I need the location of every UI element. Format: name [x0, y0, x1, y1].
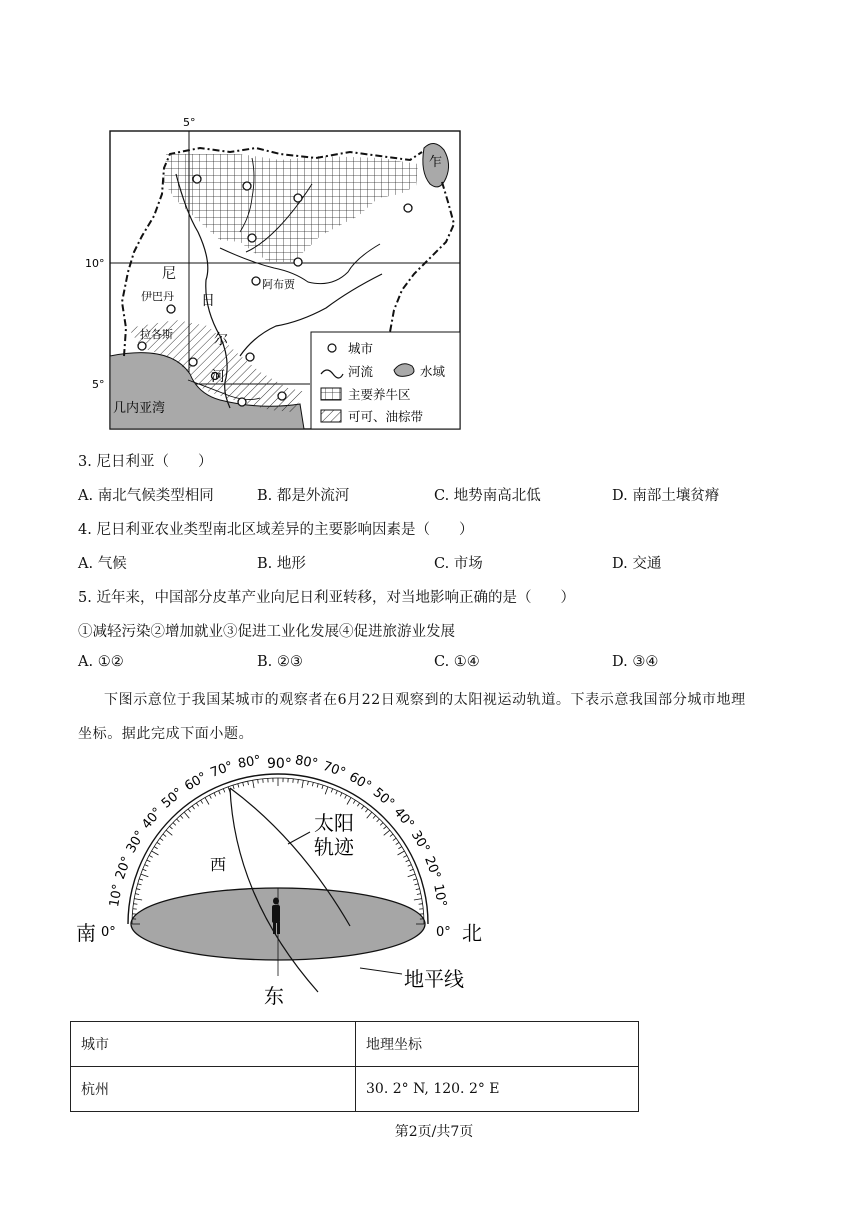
- protractor-tick: [419, 904, 423, 905]
- protractor-tick: [173, 823, 176, 826]
- q5-option-d[interactable]: D. ③④: [612, 654, 659, 670]
- q5-option-c[interactable]: C. ①④: [434, 654, 480, 670]
- nigeria-map: [80, 112, 470, 434]
- tick-label-90: 90°: [267, 756, 292, 772]
- lake-label: 乍: [429, 155, 443, 170]
- tick-label-left: 60°: [182, 769, 210, 795]
- question-4-stem: 4. 尼日利亚农业类型南北区域差异的主要影响因素是（ ）: [78, 522, 474, 538]
- protractor-tick: [180, 816, 183, 819]
- protractor-tick: [298, 779, 299, 783]
- tick-label-right: 20°: [421, 854, 444, 882]
- protractor-tick: [384, 826, 387, 829]
- protractor-tick: [353, 800, 355, 803]
- protractor-tick: [163, 834, 166, 836]
- protractor-tick: [136, 889, 140, 890]
- q4-option-d[interactable]: D. 交通: [612, 556, 662, 572]
- river-char: 河: [211, 369, 225, 385]
- legend-city: 城市: [348, 341, 374, 356]
- protractor-tick: [253, 780, 254, 788]
- protractor-tick: [214, 793, 216, 797]
- protractor-tick: [373, 816, 376, 819]
- city-label-ibadan: 伊巴丹: [141, 290, 174, 303]
- river-char: 尼: [162, 266, 176, 282]
- protractor-tick: [147, 860, 151, 862]
- river-char: 日: [201, 293, 215, 309]
- protractor-tick: [154, 847, 157, 849]
- protractor-tick: [396, 842, 399, 844]
- protractor-tick: [302, 780, 303, 788]
- tick-label-right: 70°: [320, 758, 348, 781]
- tick-label-left: 30°: [123, 828, 149, 856]
- protractor-tick: [408, 874, 416, 877]
- legend-water: 水域: [420, 364, 446, 379]
- protractor-tick: [403, 855, 407, 857]
- protractor-tick: [361, 806, 363, 809]
- intro-line-1: 下图示意位于我国某城市的观察者在6月22日观察到的太阳视运动轨道。下表示意我国部分城市地理: [104, 692, 746, 708]
- protractor-tick: [209, 795, 211, 799]
- protractor-tick: [152, 851, 159, 855]
- question-3-stem: 3. 尼日利亚（ ）: [78, 454, 213, 470]
- west-label: 西: [210, 855, 227, 874]
- north-label: 北: [462, 921, 482, 945]
- tick-label-left: 50°: [158, 785, 187, 812]
- table-row: [71, 1067, 639, 1112]
- protractor-tick: [410, 869, 414, 870]
- protractor-tick: [243, 782, 244, 786]
- protractor-tick: [196, 803, 198, 806]
- protractor-tick: [219, 791, 221, 795]
- protractor-tick: [416, 889, 420, 890]
- south-label: 南: [76, 921, 96, 945]
- city-label-lagos: 拉各斯: [140, 328, 173, 341]
- protractor-tick: [205, 798, 209, 805]
- protractor-tick: [134, 899, 142, 900]
- protractor-tick: [258, 779, 259, 783]
- q3-option-d[interactable]: D. 南部土壤贫瘠: [612, 488, 720, 504]
- protractor-tick: [177, 819, 180, 822]
- protractor-tick: [308, 781, 309, 785]
- protractor-tick: [312, 782, 313, 786]
- protractor-tick: [133, 904, 137, 905]
- river-char: 尔: [214, 332, 228, 348]
- lat-label-10: 10°: [85, 257, 105, 270]
- protractor-tick: [384, 830, 390, 835]
- protractor-tick: [322, 785, 323, 789]
- table-header-coordinate: 地理坐标: [356, 1022, 639, 1067]
- protractor-tick: [223, 789, 224, 793]
- intro-line-2: 坐标。据此完成下面小题。: [78, 726, 254, 742]
- protractor-tick: [170, 826, 173, 829]
- tick-label-left: 20°: [112, 854, 135, 882]
- city-label-abuja: 阿布贾: [262, 278, 295, 291]
- q5-option-b[interactable]: B. ②③: [257, 654, 303, 670]
- protractor-tick: [413, 879, 417, 880]
- protractor-tick: [157, 842, 160, 844]
- protractor-tick: [390, 834, 393, 836]
- sun-path-label-1: 太阳: [314, 811, 354, 835]
- tick-label-right: 50°: [369, 785, 398, 812]
- gulf-label: 几内亚湾: [113, 401, 166, 416]
- protractor-tick: [201, 800, 203, 803]
- protractor-tick: [414, 884, 418, 885]
- protractor-tick: [340, 793, 342, 797]
- horizon-label: 地平线: [404, 967, 464, 991]
- protractor-tick: [135, 894, 139, 895]
- sun-path-label-2: 轨迹: [314, 835, 354, 859]
- q3-option-a[interactable]: A. 南北气候类型相同: [78, 488, 214, 504]
- tick-label-left: 70°: [208, 758, 236, 781]
- protractor-tick: [184, 812, 189, 818]
- tick-label-left: 10°: [107, 882, 126, 909]
- q3-option-b[interactable]: B. 都是外流河: [257, 488, 350, 504]
- protractor-tick: [331, 789, 332, 793]
- protractor-tick: [192, 806, 194, 809]
- protractor-tick: [166, 830, 172, 835]
- protractor-tick: [238, 784, 239, 788]
- q4-option-a[interactable]: A. 气候: [78, 556, 127, 572]
- tick-label-left: 40°: [139, 804, 166, 833]
- protractor-tick: [138, 884, 142, 885]
- east-label: 东: [264, 984, 284, 1008]
- protractor-tick: [345, 795, 347, 799]
- protractor-tick: [347, 798, 351, 805]
- protractor-tick: [233, 785, 234, 789]
- protractor-tick: [188, 809, 190, 812]
- tick-label-right: 10°: [430, 882, 449, 909]
- protractor-tick: [357, 803, 359, 806]
- lat-label-5: 5°: [92, 378, 105, 391]
- q4-option-c[interactable]: C. 市场: [434, 556, 483, 572]
- protractor-tick: [325, 787, 328, 795]
- table-cell-coordinate: 30. 2° N, 120. 2° E: [356, 1067, 639, 1112]
- protractor-tick: [145, 865, 149, 867]
- legend-cocoa: 可可、油棕带: [348, 409, 424, 424]
- protractor-tick: [141, 874, 149, 877]
- question-5-stem: 5. 近年来，中国部分皮革产业向尼日利亚转移，对当地影响正确的是（ ）: [78, 590, 575, 606]
- protractor-tick: [398, 847, 401, 849]
- question-5-statements: ①减轻污染②增加就业③促进工业化发展④促进旅游业发展: [78, 624, 455, 640]
- protractor-tick: [377, 819, 380, 822]
- protractor-tick: [406, 860, 410, 862]
- protractor-tick: [336, 791, 338, 795]
- protractor-tick: [317, 784, 318, 788]
- tick-label-left: 80°: [236, 753, 263, 772]
- protractor-tick: [393, 838, 396, 840]
- tick-label-right: 60°: [346, 769, 374, 795]
- protractor-tick: [143, 869, 147, 870]
- tick-label-right: 30°: [407, 828, 433, 856]
- protractor-tick: [139, 879, 143, 880]
- table-header-row: [71, 1022, 639, 1067]
- protractor-tick: [365, 809, 367, 812]
- tick-label-right: 80°: [293, 753, 320, 772]
- sun-path-diagram: [70, 748, 500, 1010]
- legend-cattle: 主要养牛区: [348, 387, 411, 402]
- protractor-tick: [414, 899, 422, 900]
- zero-right-label: 0°: [436, 925, 451, 940]
- protractor-tick: [398, 851, 405, 855]
- city-coordinate-table: [70, 1021, 639, 1112]
- protractor-tick: [367, 812, 372, 818]
- map-legend: [311, 332, 460, 429]
- protractor-tick: [248, 781, 249, 785]
- protractor-tick: [149, 855, 153, 857]
- legend-river: 河流: [348, 364, 374, 379]
- protractor-tick: [408, 865, 412, 867]
- protractor-tick: [160, 838, 163, 840]
- table-header-city: 城市: [71, 1022, 356, 1067]
- q3-option-c[interactable]: C. 地势南高北低: [434, 488, 541, 504]
- protractor-tick: [417, 894, 421, 895]
- tick-label-right: 40°: [390, 804, 417, 833]
- zero-left-label: 0°: [101, 925, 116, 940]
- lon-label: 5°: [183, 116, 196, 129]
- table-cell-city: 杭州: [71, 1067, 356, 1112]
- protractor-tick: [380, 823, 383, 826]
- q4-option-b[interactable]: B. 地形: [257, 556, 306, 572]
- page-footer: 第2页/共7页: [394, 1124, 474, 1140]
- q5-option-a[interactable]: A. ①②: [78, 654, 124, 670]
